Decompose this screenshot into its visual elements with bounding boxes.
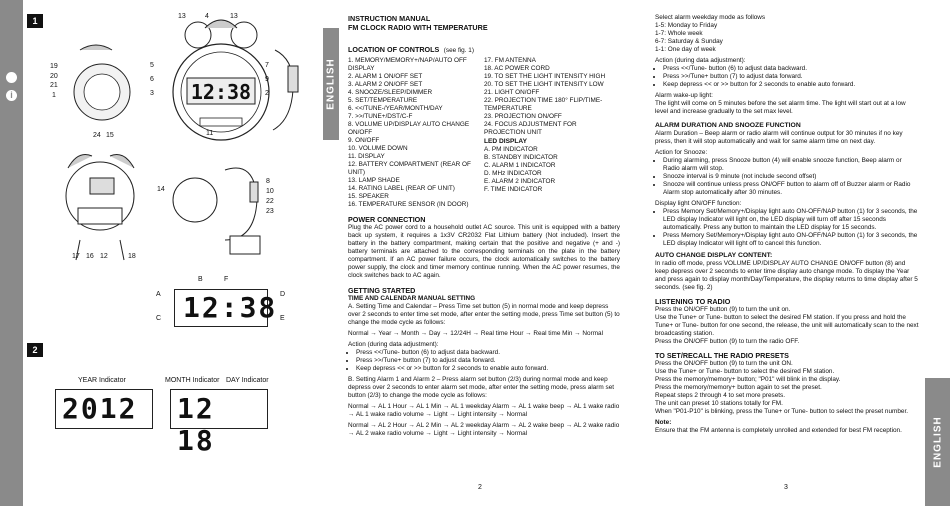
- english-tab-left-text: ENGLISH: [325, 58, 337, 110]
- control-item: 1. MEMORY/MEMORY+/NAP/AUTO OFF DISPLAY: [348, 57, 467, 72]
- control-item: 8. VOLUME UP/DISPLAY AUTO CHANGE ON/OFF: [348, 121, 470, 136]
- action-item: • Keep depress << or >> button for 2 seconds to enable auto forward.: [356, 365, 620, 373]
- weekday-intro: Select alarm weekday mode as follows: [655, 14, 766, 21]
- control-item: 20. TO SET THE LIGHT INTENSITY LOW: [484, 81, 604, 88]
- callout-20: 20: [50, 73, 58, 80]
- year-display: [55, 389, 153, 429]
- weekday-item: 1-5: Monday to Friday: [655, 22, 718, 29]
- callout-5: 5: [150, 62, 154, 69]
- weekday-item: 6-7: Saturday & Sunday: [655, 38, 723, 45]
- info-icon: i: [6, 90, 17, 101]
- english-tab-right-text: ENGLISH: [932, 416, 943, 468]
- callout-16: 16: [86, 253, 94, 260]
- weekday-item: 1-1: One day of week: [655, 46, 716, 53]
- control-item: 14. RATING LABEL (REAR OF UNIT): [348, 185, 455, 192]
- clock-front-figure: [40, 10, 310, 280]
- alarm2-cycle: Normal → AL 2 Hour → AL 2 Min → AL 2 weekday Alarm → AL 2 wake beep → AL 2 wake radio → AL 2 wake radio volume → Light → Light intensity → Normal: [348, 422, 620, 437]
- callout-14: 14: [157, 186, 165, 193]
- action-list: [348, 349, 620, 373]
- callout-24: 24: [93, 132, 101, 139]
- page-3-column: [655, 14, 920, 435]
- preset-line: Press the ON/OFF button (9) to turn the unit ON.: [655, 360, 793, 367]
- preset-line: Repeat steps 2 through 4 to set more presets.: [655, 392, 786, 399]
- snooze-item: • During alarming, press Snooze button (4) will enable snooze function, Beep alarm or Radio alarm will stop.: [663, 157, 920, 173]
- radio-line: Press the ON/OFF button (9) to turn the unit on.: [655, 306, 791, 313]
- controls-list-right: [484, 57, 618, 209]
- callout-15: 15: [106, 132, 114, 139]
- wakeup-title: Alarm wake-up light:: [655, 92, 713, 99]
- radio-line: Use the Tune+ or Tune- button to select the desired FM station. If you press and hold the Tune+ or Tune- button for one second, the release, the unit will automatically scan to the next broadcasting station.: [655, 314, 919, 337]
- callout-2: 2: [265, 90, 269, 97]
- eye-icon: [6, 72, 17, 83]
- callout-10: 10: [266, 188, 274, 195]
- display-light-list: [655, 208, 920, 248]
- callout-23: 23: [266, 208, 274, 215]
- svg-text:12:38: 12:38: [190, 80, 252, 104]
- callout-7: 7: [265, 62, 269, 69]
- callout-12: 12: [100, 253, 108, 260]
- time-calendar-text: A. Setting Time and Calendar – Press Time set button (5) in normal mode and keep depress over 2 seconds to enter time set mode, after enter the setting mode, press Time set button (5) to change the mode cycle as follows:: [348, 303, 620, 326]
- callout-6: 6: [150, 76, 154, 83]
- control-item: 3. ALARM 2 ON/OFF SET: [348, 81, 423, 88]
- year-indicator-label: YEAR Indicator: [78, 377, 126, 384]
- day-indicator-label: DAY Indicator: [226, 377, 269, 384]
- control-item: 21. LIGHT ON/OFF: [484, 89, 540, 96]
- page-2-column: [348, 14, 620, 438]
- left-sidebar: [0, 0, 23, 506]
- controls-list: [348, 57, 620, 209]
- alarm-set-text: B. Setting Alarm 1 and Alarm 2 – Press alarm set button (2/3) during normal mode and keep depress over 2 seconds to enter alarm set mode, after enter the setting mode, press alarm set button (2/3) to change the mode cycle as follows:: [348, 376, 615, 399]
- lcd-label-b: B: [198, 276, 203, 283]
- lcd-display: [174, 289, 278, 327]
- action-item: • Press <</Tune- button (6) to adjust data backward.: [356, 349, 620, 357]
- display-light-item: • Press Memory Set/Memory+/Display light auto ON-OFF/NAP button (1) for 3 seconds, the LED display Indicator will light off to cancel this function.: [663, 232, 920, 248]
- callout-9: 9: [265, 76, 269, 83]
- control-item: 17. FM ANTENNA: [484, 57, 536, 64]
- preset-line: Press the memory/memory+ button; "P01" will blink in the display.: [655, 376, 841, 383]
- snooze-item: • Snooze interval is 9 minute (not include second offset): [663, 173, 920, 181]
- callout-13b: 13: [230, 13, 238, 20]
- snooze-list: [655, 157, 920, 197]
- english-tab-right: [925, 378, 950, 506]
- date-value: 12 18: [177, 392, 215, 457]
- note-title: Note:: [655, 419, 672, 426]
- callout-18: 18: [128, 253, 136, 260]
- manual-title: INSTRUCTION MANUAL: [348, 14, 431, 23]
- location-ref: (see fig. 1): [443, 47, 474, 54]
- presets-title: TO SET/RECALL THE RADIO PRESETS: [655, 351, 789, 360]
- weekday-item: 1-7: Whole week: [655, 30, 703, 37]
- preset-line: When "P01-P10" is blinking, press the Tune+ or Tune- button to select the preset number.: [655, 408, 909, 415]
- control-item: 9. ON/OFF: [348, 137, 380, 144]
- control-item: 5. SET/TEMPERATURE: [348, 97, 418, 104]
- english-tab-left: [323, 28, 339, 140]
- callout-3: 3: [150, 90, 154, 97]
- action-item: • Press >>/Tune+ button (7) to adjust data forward.: [663, 73, 920, 81]
- getting-started-title: GETTING STARTED: [348, 286, 416, 295]
- alarm1-cycle: Normal → AL 1 Hour → AL 1 Min → AL 1 weekday Alarm → AL 1 wake beep → AL 1 wake radio → AL 1 wake radio volume → Light → Light intensity → Normal: [348, 403, 620, 418]
- action-item: • Keep depress << or >> button for 2 seconds to enable auto forward.: [663, 81, 920, 89]
- power-text: Plug the AC power cord to a household outlet AC source. This unit is equipped with a battery back up system, it requires a 1x3V CR2032 Flat Lithium battery (Not included). Insert the battery in the battery compartment, making certain that the positive and negative (+ and -) battery terminals are attached to the corresponding terminals on the plate in the battery compartment. If an AC power failure occurs, the clock automatically switches to the battery power supply, the clock and timer memory continue running. When the AC power resumes, the clock switches back to AC again.: [348, 224, 620, 279]
- led-item: E. ALARM 2 INDICATOR: [484, 178, 556, 185]
- controls-list-left: [348, 57, 478, 209]
- lcd-label-f: F: [224, 276, 229, 283]
- callout-8: 8: [266, 178, 270, 185]
- snooze-text: Alarm Duration – Beep alarm or radio alarm will continue output for 30 minutes if no key press, then it will stop automatically and wait for same alarm time on next day.: [655, 130, 903, 145]
- display-light-item: • Press Memory Set/Memory+/Display light auto ON-OFF/NAP button (1) for 3 seconds, the LED display Indicator will light on, the LED display will turn off after 15 seconds automatically. Press any button to maintain the LED display for 15 seconds.: [663, 208, 920, 232]
- auto-change-text: In radio off mode, press VOLUME UP/DISPLAY AUTO CHANGE ON/OFF button (8) and keep depress over 2 seconds to enter time display auto change mode. To display the Year and press again to display month/Day/Temperature, the display returns to time display after 5 seconds. (see fig. 2): [655, 260, 918, 291]
- control-item: 22. PROJECTION TIME 180° FLIP/TIME-TEMPERATURE: [484, 97, 603, 112]
- auto-change-title: AUTO CHANGE DISPLAY CONTENT:: [655, 252, 773, 259]
- callout-1: 1: [52, 92, 56, 99]
- control-item: 2. ALARM 1 ON/OFF SET: [348, 73, 423, 80]
- note-text: Ensure that the FM antenna is completely unrolled and extended for best FM reception.: [655, 427, 902, 434]
- month-indicator-label: MONTH Indicator: [165, 377, 220, 384]
- led-item: A. PM INDICATOR: [484, 146, 538, 153]
- location-title: LOCATION OF CONTROLS: [348, 45, 440, 54]
- preset-line: The unit can preset 10 stations totally for FM.: [655, 400, 783, 407]
- section-2-label: 2: [27, 343, 43, 357]
- control-item: 23. PROJECTION ON/OFF: [484, 113, 562, 120]
- callout-22: 22: [266, 198, 274, 205]
- led-item: D. MHz INDICATOR: [484, 170, 542, 177]
- control-item: 19. TO SET THE LIGHT INTENSITY HIGH: [484, 73, 606, 80]
- control-item: 4. SNOOZE/SLEEP/DIMMER: [348, 89, 433, 96]
- p3-action-title: Action (during data adjustment):: [655, 57, 746, 64]
- callout-21: 21: [50, 82, 58, 89]
- control-item: 10. VOLUME DOWN: [348, 145, 408, 152]
- led-item: B. STANDBY INDICATOR: [484, 154, 558, 161]
- control-item: 16. TEMPERATURE SENSOR (IN DOOR): [348, 201, 469, 208]
- control-item: 18. AC POWER CORD: [484, 65, 550, 72]
- time-calendar-title: TIME AND CALENDAR MANUAL SETTING: [348, 295, 476, 302]
- action-item: • Press <</Tune- button (6) to adjust data backward.: [663, 65, 920, 73]
- control-item: 13. LAMP SHADE: [348, 177, 400, 184]
- control-item: 7. >>/TUNE+/DST/C-F: [348, 113, 413, 120]
- date-display: [170, 389, 268, 457]
- led-item: F. TIME INDICATOR: [484, 186, 543, 193]
- lcd-label-c: C: [156, 315, 162, 322]
- led-item: C. ALARM 1 INDICATOR: [484, 162, 556, 169]
- callout-17: 17: [72, 253, 80, 260]
- section-1-label: 1: [27, 14, 43, 28]
- control-item: 12. BATTERY COMPARTMENT (REAR OF UNIT): [348, 161, 471, 176]
- control-item: 11. DISPLAY: [348, 153, 385, 160]
- time-cycle: Normal → Year → Month → Day → 12/24H → Real time Hour → Real time Min → Normal: [348, 330, 603, 337]
- action-item: • Press >>/Tune+ button (7) to adjust data forward.: [356, 357, 620, 365]
- action-title: Action (during data adjustment):: [348, 341, 439, 348]
- callout-19: 19: [50, 63, 58, 70]
- preset-line: Use the Tune+ or Tune- button to select the desired FM station.: [655, 368, 835, 375]
- preset-line: Press the memory/memory+ button again to set the preset.: [655, 384, 822, 391]
- radio-title: LISTENING TO RADIO: [655, 297, 731, 306]
- lcd-time: 12:38: [183, 291, 278, 324]
- wakeup-text: The light will come on 5 minutes before the set alarm time. The light will start out at a low level and increase gradually to the set max level.: [655, 100, 906, 115]
- callout-11: 11: [206, 130, 214, 137]
- p3-action-list: [655, 65, 920, 89]
- control-item: 6. <</TUNE-/YEAR/MONTH/DAY: [348, 105, 443, 112]
- lcd-label-d: D: [280, 291, 286, 298]
- power-title: POWER CONNECTION: [348, 215, 426, 224]
- snooze-item: • Snooze will continue unless press ON/OFF button to alarm off of Buzzer alarm or Radio Alarm stop automatically after 30 minutes.: [663, 181, 920, 197]
- callout-13a: 13: [178, 13, 186, 20]
- page-number-2: 2: [478, 484, 482, 491]
- callout-4: 4: [205, 13, 209, 20]
- control-item: 15. SPEAKER: [348, 193, 389, 200]
- lcd-label-a: A: [156, 291, 161, 298]
- page-number-3: 3: [784, 484, 788, 491]
- led-display-title: LED DISPLAY: [484, 138, 527, 145]
- snooze-action-title: Action for Snooze:: [655, 149, 708, 156]
- radio-line: Press the ON/OFF button (9) to turn the radio OFF.: [655, 338, 800, 345]
- display-light-title: Display light ON/OFF function:: [655, 200, 742, 207]
- year-value: 2012: [62, 392, 138, 425]
- manual-subtitle: FM CLOCK RADIO WITH TEMPERATURE: [348, 23, 488, 32]
- lcd-label-e: E: [280, 315, 285, 322]
- location-heading: [348, 39, 620, 57]
- snooze-title: ALARM DURATION AND SNOOZE FUNCTION: [655, 122, 801, 129]
- control-item: 24. FOCUS ADJUSTMENT FOR PROJECTION UNIT: [484, 121, 577, 136]
